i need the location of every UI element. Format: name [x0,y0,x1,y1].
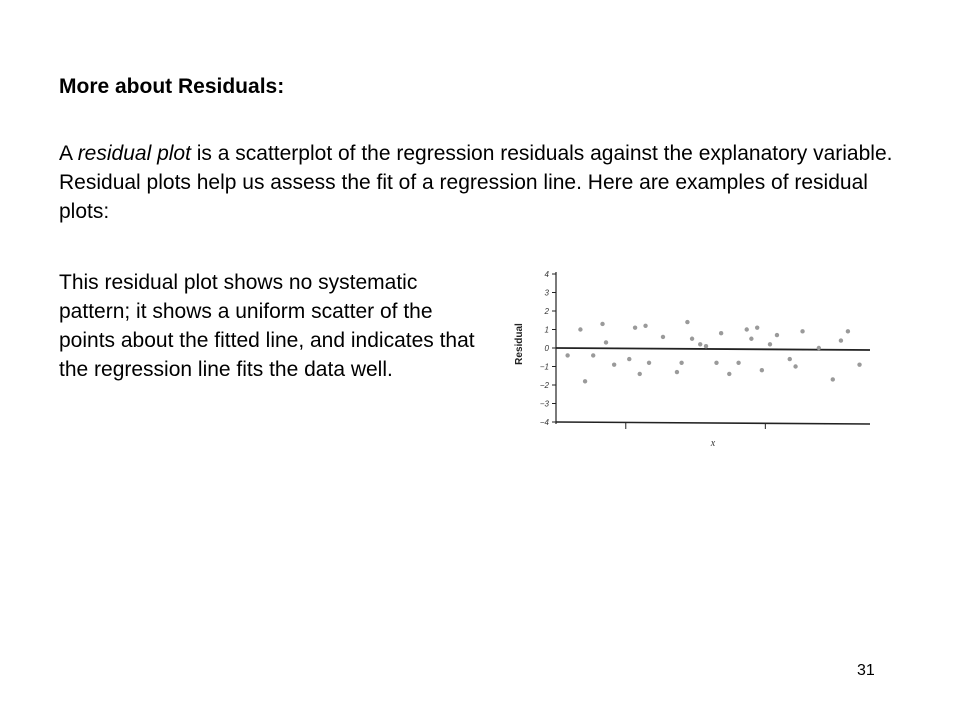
residual-point [578,327,582,331]
residual-point [633,325,637,329]
plot-description: This residual plot shows no systematic pattern; it shows a uniform scatter of the points about the fitted line, and indicates that the regression line fits the data well. [59,271,475,381]
residual-point [760,368,764,372]
x-axis-title: x [710,438,716,449]
residual-point [775,333,779,337]
residual-point [857,362,861,366]
intro-suffix: is a scatterplot of the regression residuals against the explanatory variable. Residual plots help us assess the fit of a regression line. Here are examples of residual plots: [59,142,893,223]
residual-point [793,364,797,368]
residual-point [583,379,587,383]
residual-point [714,361,718,365]
residual-points [565,320,861,384]
y-tick-label: 3 [544,288,549,298]
fitted-line [556,348,870,350]
residual-point [846,329,850,333]
y-tick-label: −4 [539,418,549,427]
residual-point [690,337,694,341]
residual-point [638,372,642,376]
x-axis-line [556,422,870,424]
residual-point [831,377,835,381]
residual-plot [500,262,880,458]
residual-point [685,320,689,324]
residual-point [788,357,792,361]
y-tick-label: 2 [544,307,549,316]
residual-point [704,344,708,348]
y-tick-label: −2 [539,381,549,390]
residual-point [745,327,749,331]
residual-point [727,372,731,376]
residual-point [839,338,843,342]
residual-point [612,362,616,366]
intro-prefix: A [59,142,78,165]
y-tick-label: 0 [544,344,549,353]
residual-point [675,370,679,374]
y-tick-label: 4 [544,270,549,279]
residual-point [768,342,772,346]
residual-point [600,322,604,326]
residual-point [591,353,595,357]
intro-term: residual plot [77,142,191,165]
residual-point [719,331,723,335]
y-axis-title: Residual [514,323,525,365]
page-number: 31 [857,662,875,679]
residual-point [679,361,683,365]
residual-point [755,325,759,329]
slide-heading: More about Residuals: [59,75,285,98]
residual-point [698,342,702,346]
intro-paragraph [59,139,909,226]
y-tick-label: −3 [539,399,549,409]
residual-point [627,357,631,361]
residual-point [643,324,647,328]
y-tick-label: 1 [544,325,549,335]
y-ticks [540,270,556,427]
residual-point [647,361,651,365]
residual-point [800,329,804,333]
residual-point [817,346,821,350]
residual-point [749,337,753,341]
residual-point [736,361,740,365]
residual-point [604,340,608,344]
y-tick-label: −1 [539,362,549,372]
residual-point [565,353,569,357]
residual-point [661,335,665,339]
